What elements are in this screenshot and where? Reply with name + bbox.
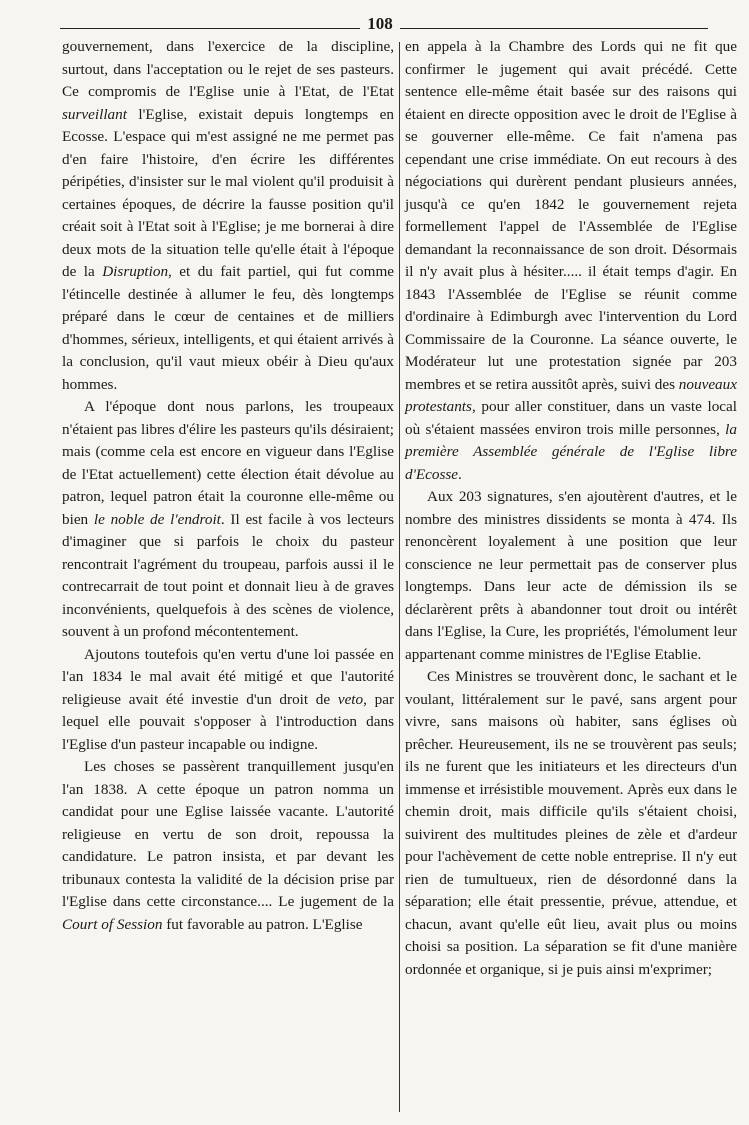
paragraph <box>405 486 737 666</box>
italic-text: le noble de l'endroit <box>93 510 221 528</box>
text-run: . Il est facile à vos lecteurs d'imaginer que si parfois le choix du pasteur rencontrait l'agrément du troupeau, parfois aussi il le contrecarrait de tout point et donnait lieu à de graves inconvénients, quelquefois à des scènes de violence, souvent à un profond mécontentement. <box>62 510 395 640</box>
paragraph <box>405 666 737 981</box>
text-run: gouvernement, dans l'exercice de la discipline, surtout, dans l'acceptation ou le rejet de ses pasteurs. Ce compromis de l'Eglise unie à l'Etat, de l'Etat <box>62 38 394 100</box>
right-column <box>405 36 737 981</box>
text-run: . <box>458 465 462 483</box>
text-run: l'Eglise, existait depuis longtemps en Ecosse. L'espace qui m'est assigné ne me permet pas d'en faire l'histoire, d'en écrire les différentes péripéties, d'insister sur le mal violent qu'il produisit à certaines époques, de décrire la fausse position qu'il créait soit à l'Etat soit à l'Eglise; je me bornerai à dire deux mots de la situation telle qu'elle était à l'époque de la <box>62 105 394 280</box>
paragraph <box>62 644 394 757</box>
italic-text: nouveaux protestants <box>405 375 737 415</box>
text-run: Ces Ministres se trouvèrent donc, le sachant et le voulant, littéralement sur le pavé, sans argent pour vivre, sans maisons où habiter, sans églises où prêcher. Heureusement, ils ne se trouvèrent pas seuls; ils ne furent que les initiateurs et les directeurs d'un immense et irrésistible mouvement. Après eux dans le chemin droit, mais difficile qu'ils s'étaient choisi, suivirent des multitudes pleines de zèle et d'ardeur pour l'achèvement de cette noble entreprise. Il n'y eut rien de tumultueux, rien de désordonné dans la séparation; elle était pressentie, prévue, attendue, et chacun, avant qu'elle eût lieu, avait plus ou moins choisi sa position. La séparation se fit d'une manière ordonnée et organique, si je puis ainsi m'exprimer; <box>405 668 737 978</box>
italic-text: Disruption <box>102 263 169 280</box>
column-divider <box>399 42 400 1112</box>
header-rule-right <box>400 28 708 29</box>
text-run: fut favorable au patron. L'Eglise <box>162 915 363 933</box>
text-run: Aux 203 signatures, s'en ajoutèrent d'autres, et le nombre des ministres dissidents se monta à 474. Ils renoncèrent loyalement à une position que leur conscience ne leur permettait pas de conserver plus longtemps. Dans leur acte de démission ils se déclarèrent prêts à abandonner tout droit ou intérêt dans l'Eglise, la Cure, les propriétés, l'émolument leur appartenant comme ministres de l'Eglise Etablie. <box>405 488 737 663</box>
text-run: Ajoutons toutefois qu'en vertu d'une loi passée en l'an 1834 le mal avait été mitigé et que l'autorité religieuse avait été investie d'un droit de <box>62 645 394 708</box>
italic-text: Court of Session <box>62 915 163 933</box>
text-run: Les choses se passèrent tranquillement jusqu'en l'an 1838. A cette époque un patron nomma un candidat pour une Eglise laissée vacante. L'autorité religieuse en vertu de son droit, repoussa la candidature. Le patron insista, et par devant les tribunaux contesta la validité de la décision prise par l'Eglise dans cette circonstance.... Le jugement de la <box>62 758 394 910</box>
page-header <box>60 10 708 38</box>
paragraph <box>62 756 394 936</box>
paragraph <box>405 36 737 486</box>
paragraph <box>62 396 394 644</box>
italic-text: surveillant <box>62 105 127 123</box>
italic-text: la première Assemblée générale de l'Eglise libre d'Ecosse <box>405 420 737 483</box>
text-run: A l'époque dont nous parlons, les troupeaux n'étaient pas libres d'élire les pasteurs qu'ils désiraient; mais (comme cela est encore en vigueur dans l'Eglise de l'Etat actuellement) cette élection était dévolue au patron, lequel patron était la couronne elle-même ou bien <box>62 398 394 528</box>
left-column <box>62 36 394 936</box>
text-run: , pour aller constituer, dans un vaste local où s'étaient massées environ trois mille personnes, <box>405 398 737 438</box>
header-rule-left <box>60 28 360 29</box>
page-number: 108 <box>367 14 393 33</box>
text-run: , et du fait partiel, qui fut comme l'étincelle destinée à allumer le feu, dès longtemps préparé dans le cœur de centaines et de milliers d'hommes, sérieux, intelligents, et qui étaient arrivés à la conclusion, qu'il vaut mieux obéir à Dieu qu'aux hommes. <box>62 263 394 393</box>
text-run: , par lequel elle pouvait s'opposer à l'introduction dans l'Eglise d'un pasteur incapable ou indigne. <box>62 690 394 753</box>
italic-text: veto <box>337 690 364 708</box>
paragraph <box>62 36 394 396</box>
text-run: en appela à la Chambre des Lords qui ne fit que confirmer le jugement qui avait précédé. Cette sentence elle-même était basée sur des raisons qui étaient en directe opposition avec le droit de l'Eglise à se gouverner elle-même. Ce fait n'amena pas cependant une crise immédiate. On eut recours à des négociations qui durèrent pendant plusieurs années, jusqu'à ce qu'en 1842 le gouvernement rejeta formellement l'appel de l'Assemblée de l'Eglise demandant la reconnaissance de son droit. Désormais il n'y avait plus à hésiter..... il était temps d'agir. En 1843 l'Assemblée de l'Eglise se réunit comme d'ordinaire à Edimburgh avec l'intervention du Lord Commissaire de la Couronne. La séance ouverte, le Modérateur lut une protestation signée par 203 membres et se retira aussitôt après, suivi des <box>405 38 737 393</box>
